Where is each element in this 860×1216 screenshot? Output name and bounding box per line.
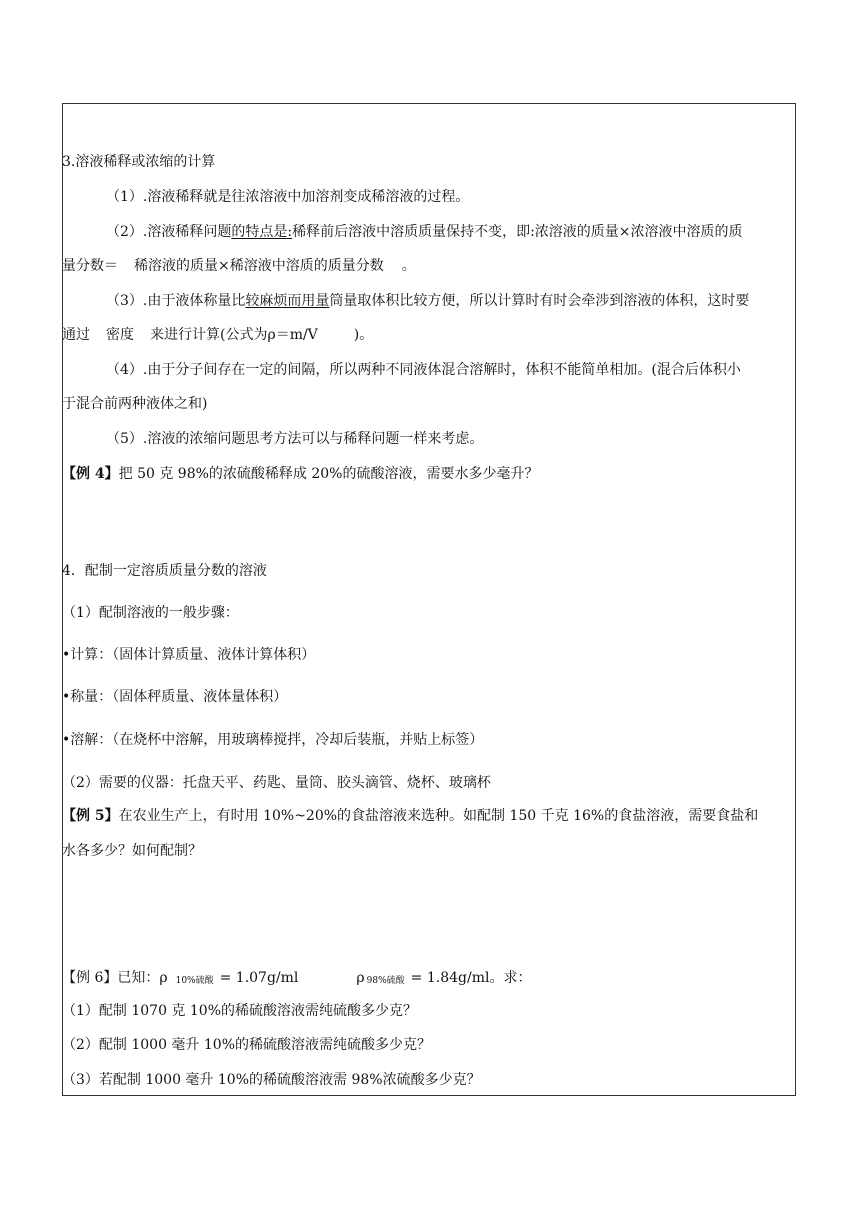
content-frame — [62, 103, 796, 1096]
step-calculate: •计算：（固体计算质量、液体计算体积） — [62, 647, 316, 663]
section3-point5: （5）.溶液的浓缩问题思考方法可以与稀释问题一样来考虑。 — [106, 431, 484, 447]
section3-point1: （1）.溶液稀释就是往浓溶液中加溶剂变成稀溶液的过程。 — [106, 189, 470, 205]
example4: 【例 4】把 50 克 98%的浓硫酸稀释成 20%的硫酸溶液，需要水多少毫升？ — [62, 466, 539, 482]
section4-title: 4．配制一定溶质质量分数的溶液 — [62, 563, 267, 579]
step-weigh: •称量：（固体秤质量、液体量体积） — [62, 689, 288, 705]
example-label: 【例 6】 — [62, 970, 118, 986]
example6-question3: （3）若配制 1000 毫升 10%的稀硫酸溶液需 98%浓硫酸多少克？ — [62, 1072, 481, 1088]
section3-point3-line1: （3）.由于液体称量比较麻烦而用量筒量取体积比较方便，所以计算时有时会牵涉到溶液的体积，这时要 — [106, 293, 750, 309]
underlined-phrase: 较麻烦而用量 — [245, 293, 330, 309]
section3-point2-line2: 量分数＝ 稀溶液的质量×稀溶液中溶质的质量分数 。 — [62, 258, 416, 274]
section3-point4-line1: （4）.由于分子间存在一定的间隔，所以两种不同液体混合溶解时，体积不能简单相加。(混合后体积小 — [106, 362, 741, 378]
example-label: 【例 4】 — [62, 466, 119, 482]
section3-point4-line2: 于混合前两种液体之和) — [62, 396, 208, 412]
example6-question2: （2）配制 1000 毫升 10%的稀硫酸溶液需纯硫酸多少克？ — [62, 1037, 432, 1053]
section3-point3-line2: 通过 密度 来进行计算(公式为ρ＝m/V )。 — [62, 327, 374, 343]
section3-point2-line1: （2）.溶液稀释问题的特点是:稀释前后溶液中溶质质量保持不变，即:浓溶液的质量×浓溶液中溶质的质 — [106, 224, 743, 240]
example5-line1: 【例 5】在农业生产上，有时用 10%~20%的食盐溶液来选种。如配制 150 千克 16%的食盐溶液，需要食盐和 — [62, 808, 759, 824]
section4-instruments: （2）需要的仪器：托盘天平、药匙、量筒、胶头滴管、烧杯、玻璃杯 — [62, 775, 491, 791]
section3-title: 3.溶液稀释或浓缩的计算 — [62, 154, 216, 170]
example6-question1: （1）配制 1070 克 10%的稀硫酸溶液需纯硫酸多少克？ — [62, 1003, 418, 1019]
example6-known: 【例 6】已知：ρ 10%硫酸 = 1.07g/ml ρ 98%硫酸 = 1.84g/ml。求： — [62, 970, 532, 986]
section4-subtitle1: （1）配制溶液的一般步骤： — [62, 605, 239, 621]
example-label: 【例 5】 — [62, 808, 119, 824]
step-dissolve: •溶解：（在烧杯中溶解，用玻璃棒搅拌，冷却后装瓶，并贴上标签） — [62, 732, 484, 748]
example5-line2: 水各多少？如何配制？ — [62, 843, 202, 859]
underlined-phrase: 的特点是: — [231, 224, 293, 240]
